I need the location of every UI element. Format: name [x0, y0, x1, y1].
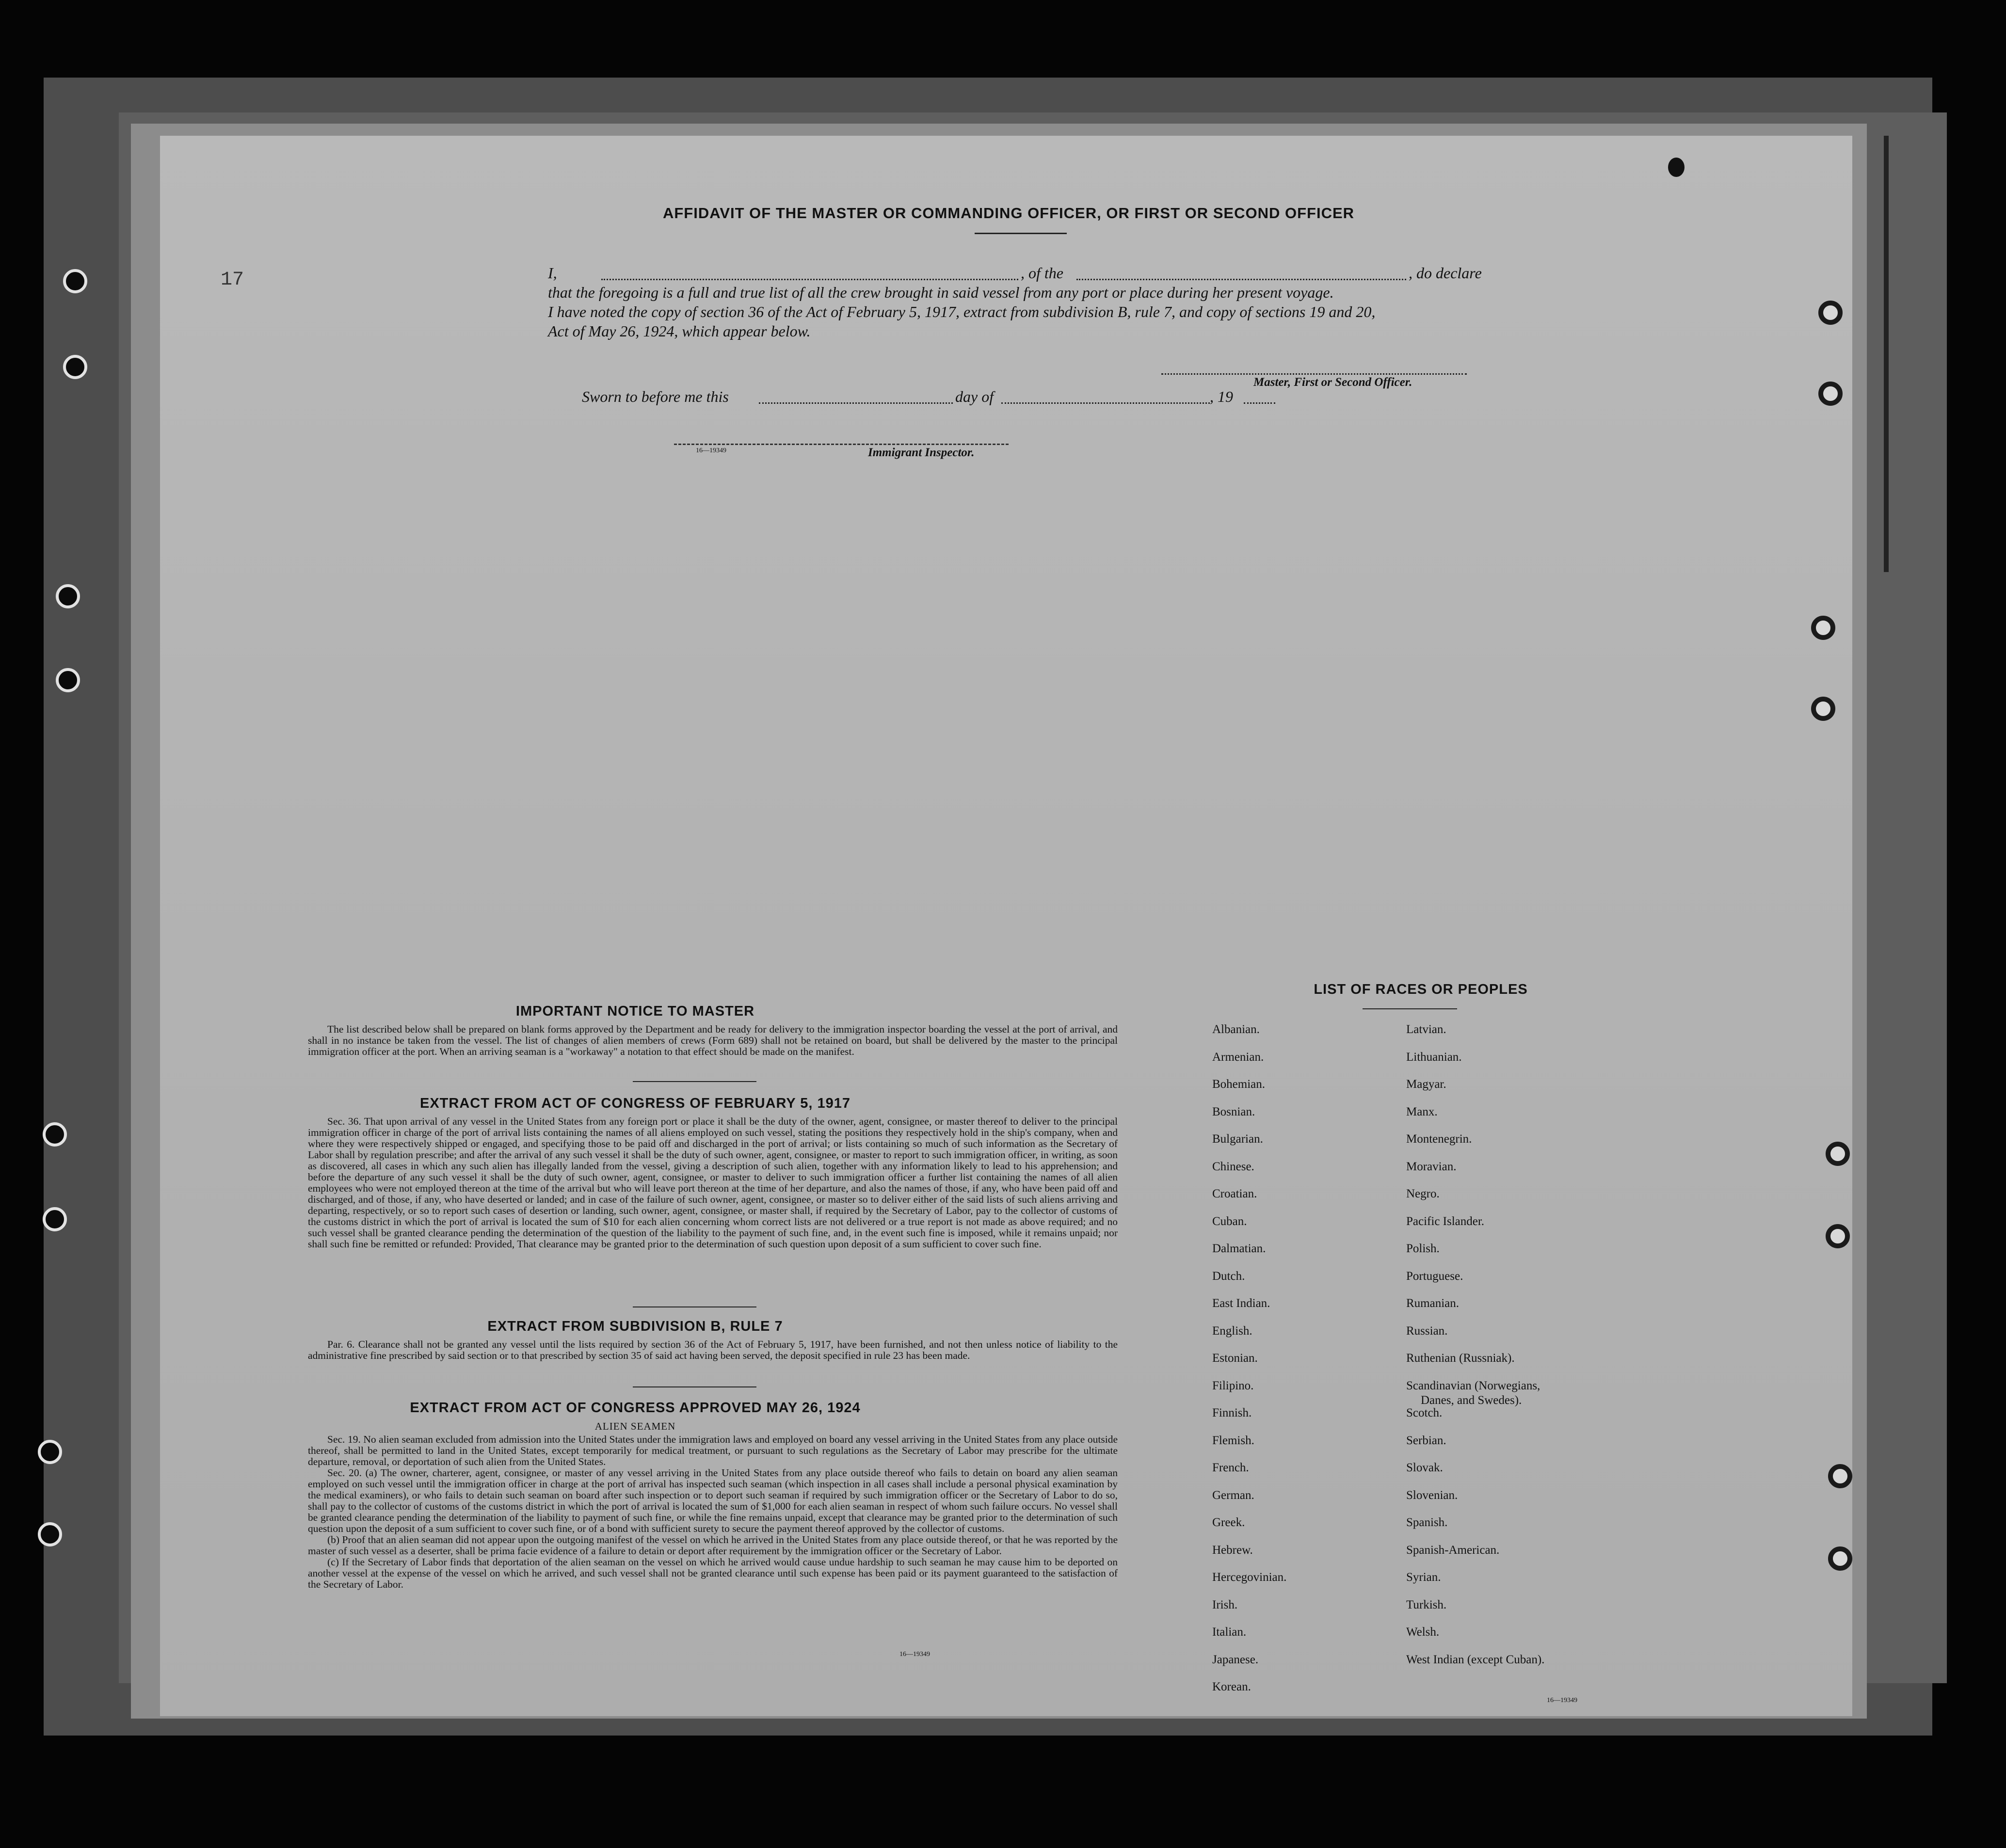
race-item: Scandinavian (Norwegians,	[1406, 1379, 1541, 1392]
sworn-label: Sworn to before me this	[582, 388, 729, 405]
race-item: Cuban.	[1212, 1214, 1247, 1228]
punch-hole	[1828, 1464, 1852, 1488]
race-item: East Indian.	[1212, 1297, 1270, 1310]
page-edge-shadow	[1884, 136, 1889, 572]
race-item: Rumanian.	[1406, 1297, 1460, 1310]
race-item: Estonian.	[1212, 1352, 1258, 1365]
punch-hole	[1828, 1546, 1852, 1571]
punch-hole	[1811, 697, 1835, 721]
section-rule	[633, 1081, 756, 1082]
punch-hole	[1826, 1142, 1850, 1166]
affidavit-line-4: Act of May 26, 1924, which appear below.	[548, 322, 811, 340]
sec-20b-paragraph: (b) Proof that an alien seaman did not appear upon the outgoing manifest of the vessel on which he arrived in the United States from any place outside thereof, or that he was reported by the master of such vessel as a deserter, shall be prima facie evidence of a failure to detain or deport after requirement by the immigration officer or the Secretary of Labor.	[308, 1534, 1118, 1557]
document-page	[160, 136, 1852, 1716]
binder-hole	[43, 1207, 67, 1231]
race-item: Albanian.	[1212, 1023, 1260, 1036]
race-item: Latvian.	[1406, 1023, 1446, 1036]
affidavit-line-2: that the foregoing is a full and true list of all the crew brought in said vessel from any port or place during her present voyage.	[548, 284, 1334, 301]
section-rule	[633, 1306, 756, 1307]
extract-1924-text	[308, 1434, 1118, 1590]
race-item: Flemish.	[1212, 1434, 1254, 1447]
master-signature-field[interactable]	[1161, 373, 1467, 375]
punch-hole	[1818, 301, 1843, 325]
notice-text	[308, 1024, 1118, 1057]
race-item: Japanese.	[1212, 1653, 1259, 1666]
sworn-day-field[interactable]	[759, 402, 953, 404]
race-item: West Indian (except Cuban).	[1406, 1653, 1545, 1666]
race-item: Russian.	[1406, 1324, 1448, 1338]
sworn-year-field[interactable]	[1244, 402, 1275, 404]
vessel-name-field[interactable]	[1076, 279, 1406, 280]
form-number: 16—19349	[1547, 1697, 1577, 1704]
subdivision-text	[308, 1339, 1118, 1361]
affidavit-title: AFFIDAVIT OF THE MASTER OR COMMANDING OFFICER, OR FIRST OR SECOND OFFICER	[662, 205, 1355, 222]
extract-1917-text	[308, 1116, 1118, 1250]
races-rule	[1363, 1008, 1457, 1009]
race-item: Filipino.	[1212, 1379, 1254, 1392]
extract-1924-title: EXTRACT FROM ACT OF CONGRESS APPROVED MAY 26, 1924	[410, 1400, 861, 1416]
race-item: Croatian.	[1212, 1187, 1257, 1200]
race-item: Slovak.	[1406, 1461, 1443, 1474]
margin-mark: 17	[221, 269, 244, 291]
day-of-label: day of	[955, 388, 994, 405]
race-item: Bulgarian.	[1212, 1132, 1263, 1146]
subdivision-title: EXTRACT FROM SUBDIVISION B, RULE 7	[487, 1319, 783, 1334]
ink-mark	[1668, 158, 1685, 177]
race-item: Hebrew.	[1212, 1543, 1253, 1557]
punch-hole	[1811, 616, 1835, 640]
binder-hole	[38, 1440, 62, 1464]
binder-hole	[38, 1522, 62, 1546]
affidavit-line-3: I have noted the copy of section 36 of the Act of February 5, 1917, extract from subdivision B, rule 7, and copy of sections 19 and 20,	[548, 303, 1376, 320]
race-item: Finnish.	[1212, 1406, 1252, 1419]
race-item: Magyar.	[1406, 1078, 1446, 1091]
race-item: Italian.	[1212, 1625, 1247, 1639]
alien-seamen-subtitle: ALIEN SEAMEN	[594, 1420, 676, 1432]
race-item: French.	[1212, 1461, 1249, 1474]
race-item: Moravian.	[1406, 1160, 1457, 1173]
race-item: Greek.	[1212, 1516, 1245, 1529]
inspector-caption: Immigrant Inspector.	[868, 446, 975, 459]
sec-36-paragraph: Sec. 36. That upon arrival of any vessel in the United States from any foreign port or place it shall be the duty of the owner, agent, consignee, or master thereof to deliver to the principal immigration officer in charge of the port of arrival lists containing the names of all aliens employed on such vessel, stating the positions they respectively hold in the ship's company, when and where they were respectively shipped or engaged, and specifying those to be paid off and discharged in the port of arrival; or lists containing so much of such information as the Secretary of Labor shall by regulation prescribe; and after the arrival of any such vessel it shall be the duty of such owner, agent, consignee, or master to report to such immigration officer, in writing, as soon as discovered, all cases in which any such alien has illegally landed from the vessel, giving a description of such alien, together with any information likely to lead to his apprehension; and before the departure of any such vessel it shall be the duty of such owner, agent, consignee, or master to deliver to such immigration officer a further list containing the names of all alien employees who were not employed thereon at the time of the arrival but who will leave port thereon at the time of her departure, and also the names of those, if any, who have been paid off and discharged, and of those, if any, who have deserted or landed; and in case of the failure of such owner, agent, consignee, or master so to deliver either of the said lists of such aliens arriving and departing, respectively, or so to report such cases of desertion or landing, such owner, agent, consignee, or master shall, if required by the Secretary of Labor, pay to the collector of customs of the customs district in which the port of arrival is located the sum of $10 for each alien concerning whom correct lists are not delivered or a true report is not made as above required; and no such vessel shall be granted clearance pending the determination of the question of the liability to the payment of such fine, and, in the event such fine is imposed, while it remains unpaid; nor shall such fine be remitted or refunded: Provided, That clearance may be granted prior to the determination of such question upon deposit of a sum sufficient to cover such fine.	[308, 1115, 1118, 1250]
form-number: 16—19349	[696, 447, 726, 454]
sworn-month-field[interactable]	[1001, 402, 1210, 404]
binder-hole	[56, 584, 80, 608]
race-item: Montenegrin.	[1406, 1132, 1472, 1146]
race-item: Bohemian.	[1212, 1078, 1266, 1091]
notice-title: IMPORTANT NOTICE TO MASTER	[515, 1004, 755, 1019]
race-item: Scotch.	[1406, 1406, 1443, 1419]
race-item: Dalmatian.	[1212, 1242, 1266, 1255]
race-item: Spanish-American.	[1406, 1543, 1500, 1557]
race-item: Pacific Islander.	[1406, 1214, 1485, 1228]
sec-20a-paragraph: Sec. 20. (a) The owner, charterer, agent, consignee, or master of any vessel arriving in the United States from any place outside thereof who fails to detain on board any alien seaman employed on such vessel until the immigration officer in charge at the port of arrival has inspected such seaman (which inspection in all cases shall include a personal physical examination by the medical examiners), or who fails to detain such seaman on board after such inspection or to deport such seaman if required by such immigration officer or the Secretary of Labor to do so, shall pay to the collector of customs of the customs district in which the port of arrival is located the sum of $1,000 for each alien seaman in respect of whom such failure occurs. No vessel shall be granted clearance pending the determination of the liability to payment of such fine, or while the fine remains unpaid, except that clearance may be granted prior to the determination of such question upon the deposit of a sum sufficient to cover such fine, or of a bond with sufficient surety to secure the payment thereof approved by the collector of customs.	[308, 1467, 1118, 1534]
races-title: LIST OF RACES OR PEOPLES	[1314, 982, 1528, 997]
extract-1917-title: EXTRACT FROM ACT OF CONGRESS OF FEBRUARY 5, 1917	[419, 1096, 851, 1111]
binder-hole	[56, 668, 80, 692]
race-item: Chinese.	[1212, 1160, 1254, 1173]
race-item: Armenian.	[1212, 1050, 1264, 1064]
section-rule	[633, 1386, 756, 1387]
race-item: German.	[1212, 1488, 1254, 1502]
master-name-field[interactable]	[601, 279, 1018, 280]
sec-19-paragraph: Sec. 19. No alien seaman excluded from admission into the United States under the immigration laws and employed on board any vessel arriving in the United States from any place outside thereof, shall be permitted to land in the United States, except temporarily for medical treatment, or pursuant to such regulations as the Secretary of Labor may prescribe for the ultimate departure, removal, or deportation of such alien from the United States.	[308, 1434, 1118, 1467]
binder-hole	[63, 355, 87, 379]
race-item: Lithuanian.	[1406, 1050, 1462, 1064]
race-item: Syrian.	[1406, 1571, 1441, 1584]
sec-20c-paragraph: (c) If the Secretary of Labor finds that deportation of the alien seaman on the vessel on which he arrived would cause undue hardship to such seaman he may cause him to be deported on another vessel at the expense of the vessel on which he arrived, and such vessel shall not be granted clearance until such expense has been paid or its payment guaranteed to the satisfaction of the Secretary of Labor.	[308, 1556, 1118, 1590]
par-6-paragraph: Par. 6. Clearance shall not be granted any vessel until the lists required by section 36 of the Act of February 5, 1917, have been furnished, and not then unless notice of liability to the administrative fine prescribed by said section or to that prescribed by section 35 of said act having been served, the deposit specified in rule 23 has been made.	[308, 1338, 1118, 1361]
affidavit-i: I,	[548, 264, 557, 282]
affidavit-of-the: , of the	[1021, 264, 1063, 282]
form-number: 16—19349	[899, 1651, 930, 1658]
race-item: English.	[1212, 1324, 1252, 1338]
master-caption: Master, First or Second Officer.	[1253, 376, 1412, 389]
race-item: Welsh.	[1406, 1625, 1440, 1639]
race-item: Portuguese.	[1406, 1269, 1463, 1283]
race-item: Negro.	[1406, 1187, 1440, 1200]
race-item: Polish.	[1406, 1242, 1440, 1255]
race-item: Slovenian.	[1406, 1488, 1458, 1502]
races-column-right	[1406, 1023, 1697, 1702]
race-item: Turkish.	[1406, 1598, 1447, 1611]
race-item: Hercegovinian.	[1212, 1571, 1287, 1584]
punch-hole	[1818, 382, 1843, 406]
race-item: Dutch.	[1212, 1269, 1245, 1283]
binder-hole	[63, 269, 87, 293]
affidavit-declare: , do declare	[1409, 264, 1482, 282]
race-item: Ruthenian (Russniak).	[1406, 1352, 1515, 1365]
race-item: Serbian.	[1406, 1434, 1446, 1447]
inspector-signature-field[interactable]	[674, 444, 1009, 445]
race-item: Spanish.	[1406, 1516, 1448, 1529]
title-rule	[975, 233, 1067, 234]
binder-hole	[43, 1122, 67, 1147]
year-label: , 19	[1210, 388, 1233, 405]
punch-hole	[1826, 1224, 1850, 1248]
race-item: Danes, and Swedes).	[1421, 1393, 1522, 1407]
race-item: Manx.	[1406, 1105, 1438, 1118]
race-item: Bosnian.	[1212, 1105, 1255, 1118]
race-item: Irish.	[1212, 1598, 1238, 1611]
race-item: Korean.	[1212, 1680, 1251, 1693]
notice-paragraph: The list described below shall be prepared on blank forms approved by the Department and be ready for delivery to the immigration inspector boarding the vessel at the port of arrival, and shall in no instance be taken from the vessel. The list of changes of alien members of crews (Form 689) shall not be retained on board, but shall be delivered by the master to the principal immigration officer at the port. When an arriving seaman is a "workaway" a notation to that effect should be made on the manifest.	[308, 1023, 1118, 1057]
